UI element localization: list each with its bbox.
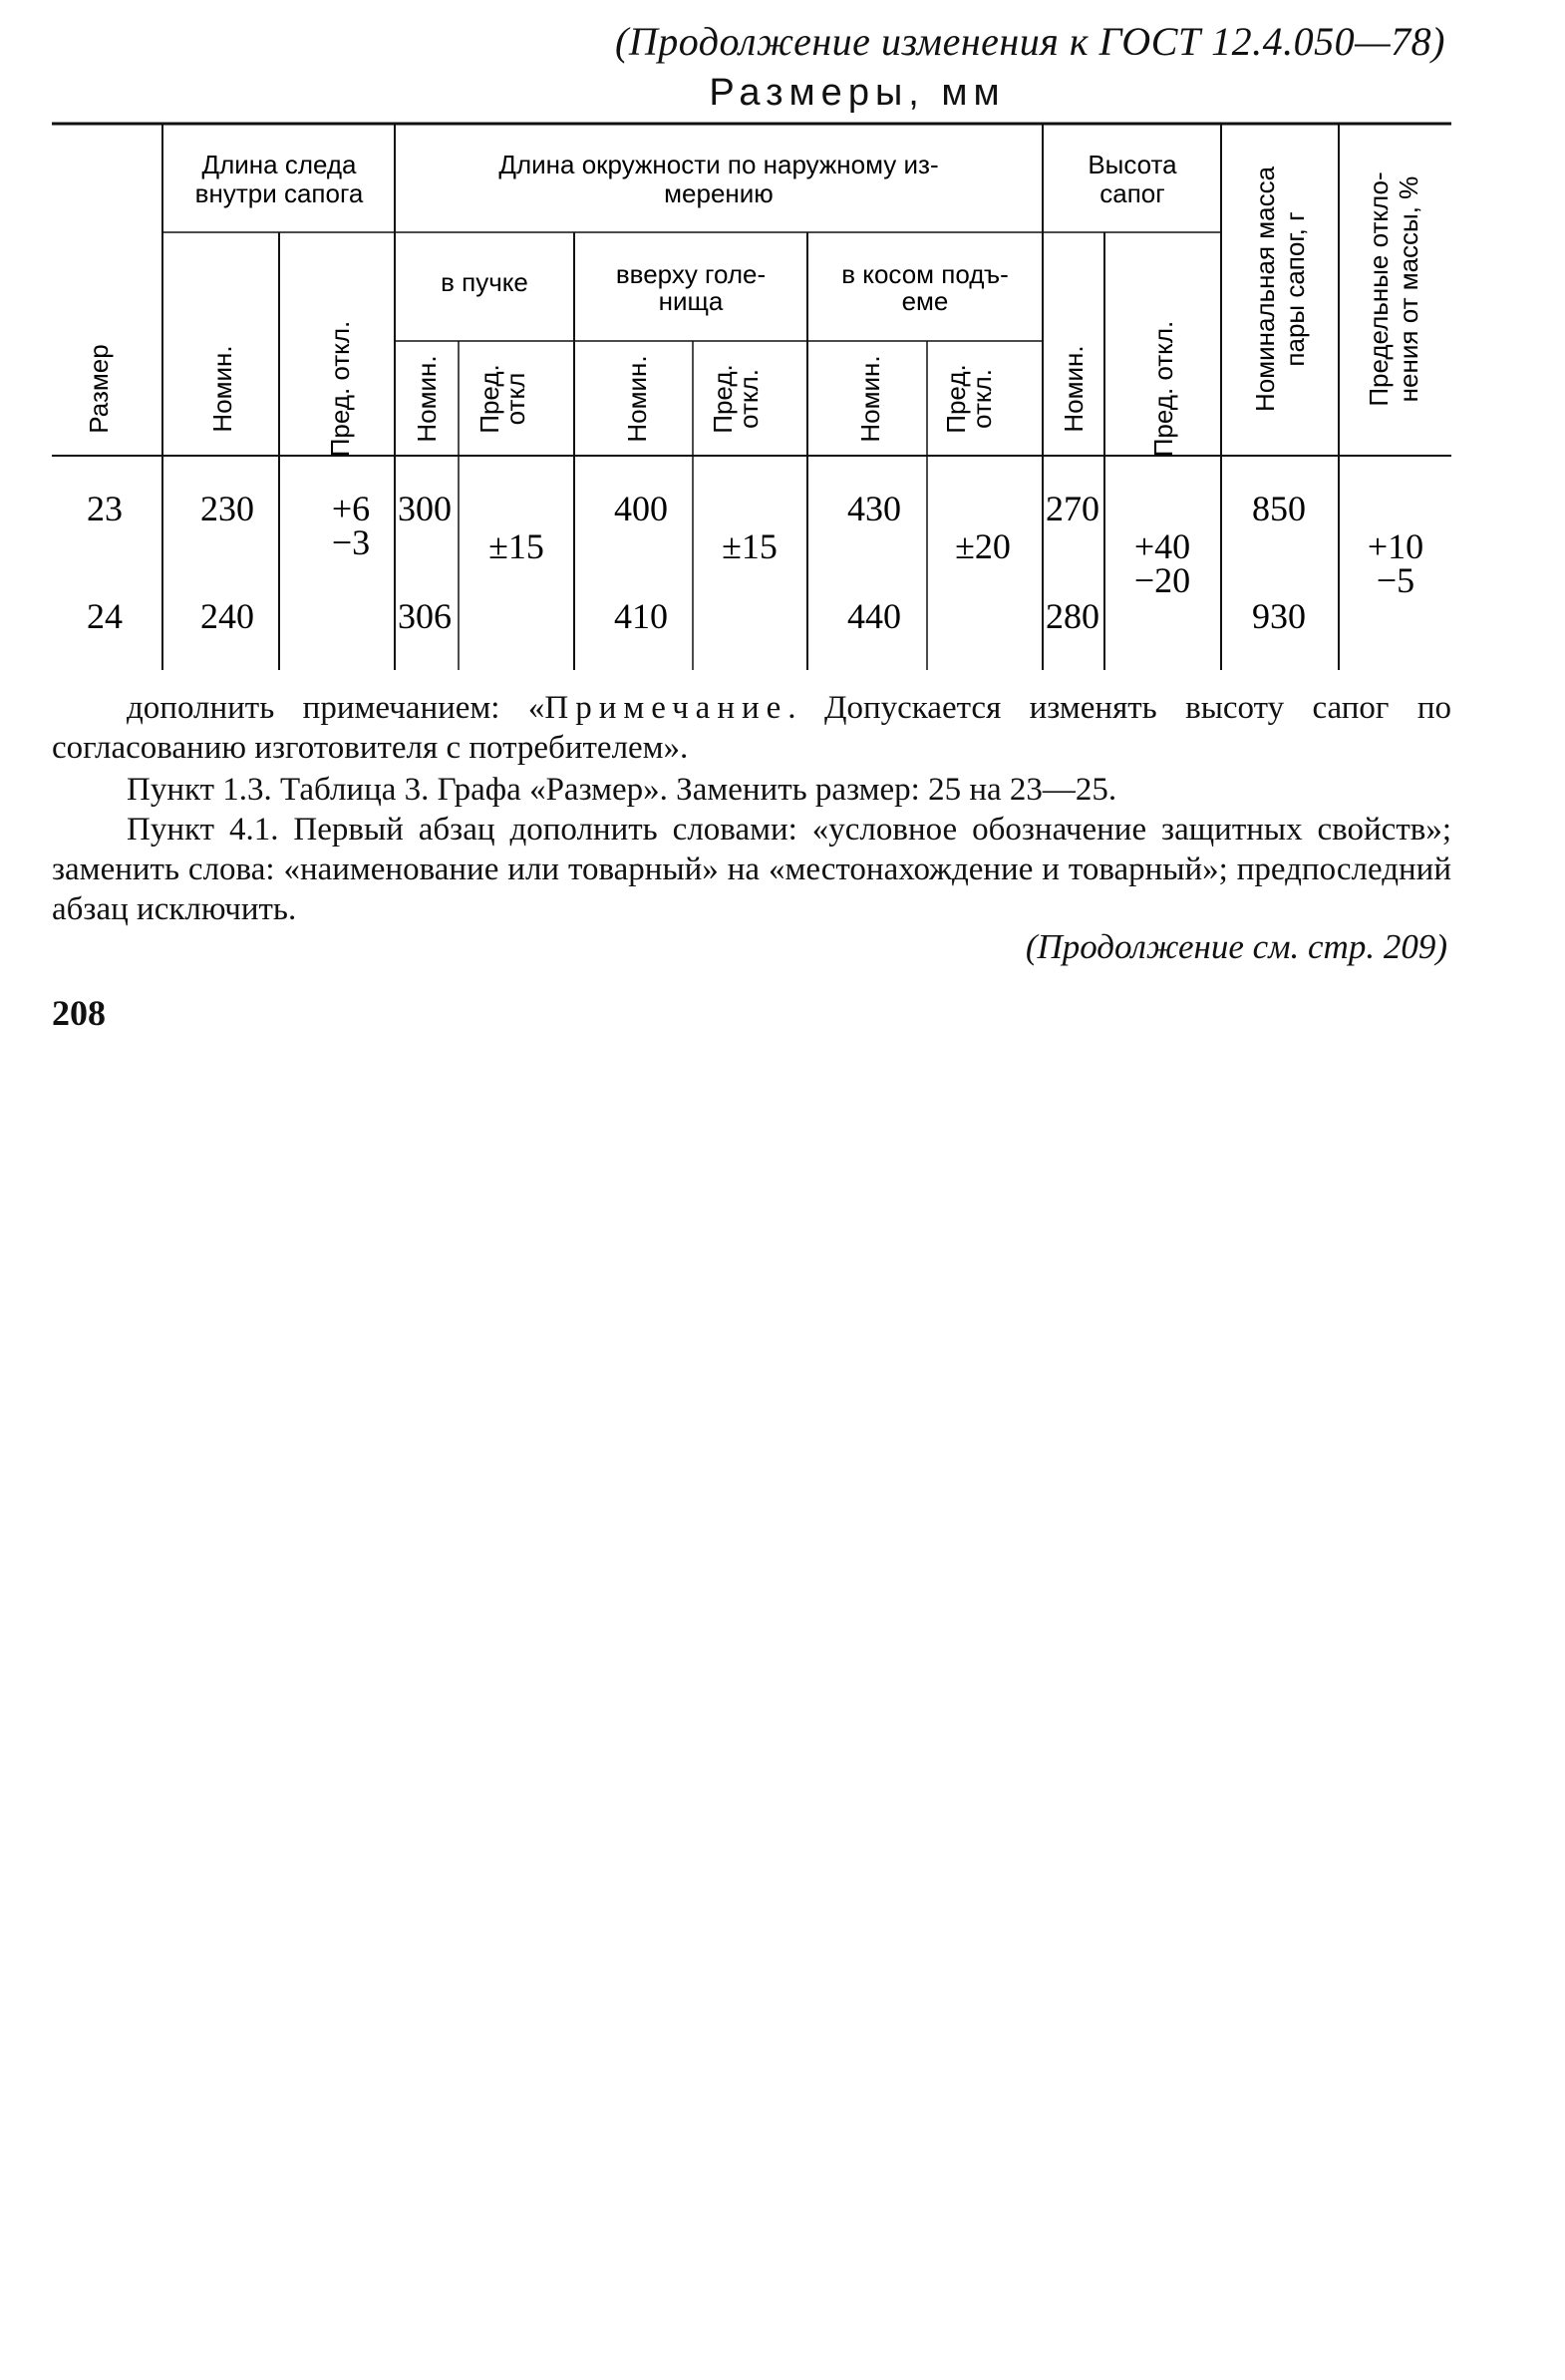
- header-ball: в пучке: [441, 267, 528, 297]
- note-paragraph: [52, 688, 1451, 768]
- header-top-line1: вверху голе-: [615, 259, 767, 289]
- height-tol-plus: +40: [1133, 526, 1191, 566]
- header-insole-tol: Пред. откл.: [325, 320, 355, 458]
- instep-tol: ±20: [955, 526, 1011, 566]
- paragraph-item-1-3: Пункт 1.3. Таблица 3. Графа «Размер». Заменить размер: 25 на 23—25.: [127, 772, 1117, 808]
- header-height-line1: Высота: [1088, 150, 1177, 179]
- header-massdev-line2: нения от массы, %: [1394, 175, 1423, 403]
- note-text-start: дополнить примечанием: «: [127, 690, 545, 726]
- header-instep-nominal: Номин.: [855, 355, 885, 443]
- table-cell: 230: [200, 489, 254, 528]
- page-number: 208: [52, 993, 106, 1033]
- note-text-end: . Допускается изменять высоту сапог по согласованию изготовителя с потребителем».: [52, 690, 1451, 766]
- ball-tol: ±15: [488, 526, 544, 566]
- header-mass-line1: Номинальная масса: [1250, 166, 1280, 413]
- header-circ-line2: мерению: [664, 178, 774, 208]
- table-cell: 850: [1252, 489, 1306, 528]
- header-ball-nominal: Номин.: [412, 355, 442, 443]
- dimensions-table: [0, 0, 1565, 698]
- header-top-line2: нища: [658, 286, 724, 316]
- header-instep-tol-line1: Пред.: [941, 364, 971, 434]
- table-cell: 24: [87, 596, 123, 636]
- header-massdev-line1: Предельные откло-: [1364, 171, 1394, 407]
- header-circ-line1: Длина окружности по наружному из-: [498, 150, 939, 179]
- header-insole-line1: Длина следа: [201, 150, 357, 179]
- header-instep-line2: еме: [901, 286, 949, 316]
- header-instep-tol-line2: откл.: [967, 369, 997, 429]
- table-caption: Размеры, мм: [709, 72, 1006, 114]
- table-cell: 280: [1046, 596, 1099, 636]
- table-cell: 400: [614, 489, 668, 528]
- table-cell: 240: [200, 596, 254, 636]
- table-cell: 23: [87, 489, 123, 528]
- table-cell: 430: [847, 489, 901, 528]
- continuation-header: (Продолжение изменения к ГОСТ 12.4.050—78): [615, 19, 1445, 64]
- header-height-tol: Пред. откл.: [1148, 320, 1178, 458]
- height-tol-minus: −20: [1133, 560, 1191, 600]
- header-insole-line2: внутри сапога: [194, 178, 364, 208]
- paragraph-item-4-1: Пункт 4.1. Первый абзац дополнить словами: «условное обозначение защитных свойств»; заменить слова: «наименование или товарный» на «местонахождение и товарный»; предпоследний абзац исключить.: [52, 812, 1451, 927]
- note-label: Примечание: [544, 690, 788, 726]
- table-cell: 300: [398, 489, 452, 528]
- mass-tol-plus: +10: [1367, 526, 1424, 566]
- continuation-footer: (Продолжение см. стр. 209): [1025, 927, 1447, 966]
- table-cell: 306: [398, 596, 452, 636]
- header-height-line2: сапог: [1099, 178, 1165, 208]
- insole-tol-minus: −3: [331, 522, 371, 562]
- header-instep-line1: в косом подъ-: [841, 259, 1009, 289]
- table-cell: 270: [1046, 489, 1099, 528]
- table-cell: 440: [847, 596, 901, 636]
- header-ball-tol-line2: откл: [500, 372, 530, 426]
- mass-tol-minus: −5: [1376, 560, 1415, 600]
- header-mass-line2: пары сапог, г: [1280, 211, 1310, 367]
- header-top-nominal: Номин.: [622, 355, 652, 443]
- header-top-tol-line1: Пред.: [708, 364, 738, 434]
- header-height-nominal: Номин.: [1059, 345, 1089, 433]
- insole-tol-plus: +6: [331, 489, 371, 528]
- header-top-tol-line2: откл.: [734, 369, 764, 429]
- top-tol: ±15: [722, 526, 778, 566]
- table-cell: 410: [614, 596, 668, 636]
- header-size: Размер: [84, 344, 114, 434]
- header-insole-nominal: Номин.: [207, 345, 237, 433]
- header-ball-tol-line1: Пред.: [474, 364, 504, 434]
- table-cell: 930: [1252, 596, 1306, 636]
